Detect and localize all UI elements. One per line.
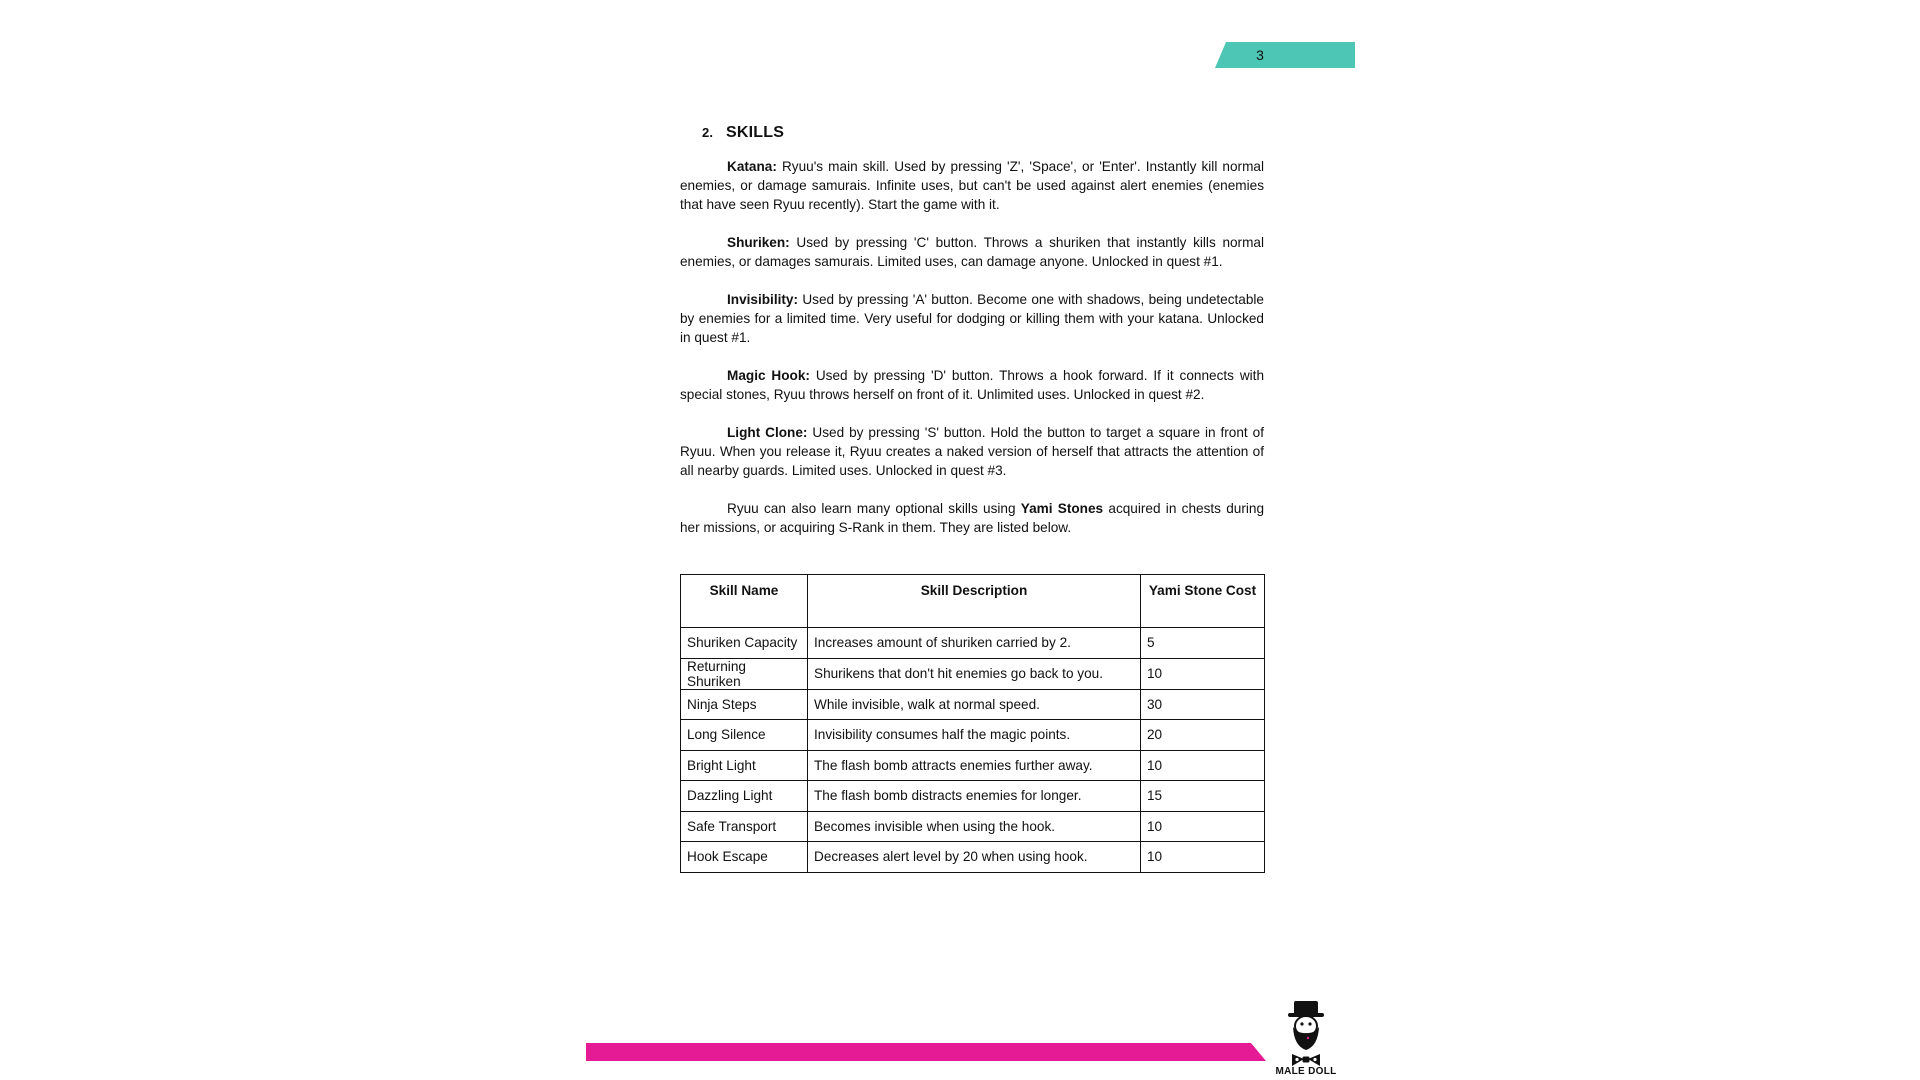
skill-cost-cell: 10 — [1141, 750, 1265, 781]
table-row — [681, 781, 1265, 812]
skill-term: Light Clone: — [727, 425, 808, 440]
header-skill-description: Skill Description — [808, 575, 1141, 628]
skill-name-cell: Dazzling Light — [681, 781, 808, 812]
skill-text: Used by pressing 'A' button. Become one with shadows, being undetectable by enemies for a limited time. Very useful for dodging or killing them with your katana. Unlocked in quest #1. — [680, 292, 1264, 345]
skill-description-cell: Shurikens that don't hit enemies go back to you. — [808, 658, 1141, 689]
logo-wordmark: MALE DOLL — [1275, 1066, 1337, 1077]
skill-term: Shuriken: — [727, 235, 790, 250]
skill-name-cell: Safe Transport — [681, 811, 808, 842]
paragraph-light-clone — [680, 423, 1264, 480]
skill-description-cell: Becomes invisible when using the hook. — [808, 811, 1141, 842]
header-yami-stone-cost: Yami Stone Cost — [1141, 575, 1265, 628]
skill-name-cell: Shuriken Capacity — [681, 628, 808, 659]
table-row — [681, 628, 1265, 659]
skill-name-cell: Returning Shuriken — [681, 658, 808, 689]
table-row — [681, 689, 1265, 720]
skill-description-cell: The flash bomb distracts enemies for longer. — [808, 781, 1141, 812]
paragraph-yami-stones — [680, 499, 1264, 537]
skill-cost-cell: 10 — [1141, 811, 1265, 842]
skill-cost-cell: 10 — [1141, 658, 1265, 689]
header-skill-name: Skill Name — [681, 575, 808, 628]
section-number: 2. — [702, 125, 714, 140]
paragraph-invisibility — [680, 290, 1264, 347]
page-number: 3 — [1256, 47, 1264, 63]
paragraph-magic-hook — [680, 366, 1264, 404]
skill-name-cell: Hook Escape — [681, 842, 808, 873]
skill-name-cell: Long Silence — [681, 720, 808, 751]
skill-cost-cell: 20 — [1141, 720, 1265, 751]
paragraph-shuriken — [680, 233, 1264, 271]
skill-description-cell: Invisibility consumes half the magic points. — [808, 720, 1141, 751]
table-row — [681, 750, 1265, 781]
section-title: SKILLS — [726, 124, 785, 141]
skill-text: Used by pressing 'C' button. Throws a shuriken that instantly kills normal enemies, or damages samurais. Limited uses, can damage anyone. Unlocked in quest #1. — [680, 235, 1264, 269]
skill-term: Invisibility: — [727, 292, 799, 307]
paragraph-katana — [680, 157, 1264, 214]
table-row — [681, 720, 1265, 751]
skill-description-cell: While invisible, walk at normal speed. — [808, 689, 1141, 720]
table-header-row — [681, 575, 1265, 628]
skills-body — [680, 157, 1264, 556]
skill-text: Ryuu's main skill. Used by pressing 'Z', 'Space', or 'Enter'. Instantly kill normal enemies, or damage samurais. Infinite uses, but can't be used against alert enemies (enemies that have seen Ryuu recently). Start the game with it. — [680, 159, 1264, 212]
skill-text: Used by pressing 'D' button. Throws a hook forward. If it connects with special stones, Ryuu throws herself on front of it. Unlimited uses. Unlocked in quest #2. — [680, 368, 1265, 402]
skill-term: Magic Hook: — [727, 368, 810, 383]
skill-cost-cell: 5 — [1141, 628, 1265, 659]
closing-text: acquired in chests during her missions, or acquiring S-Rank in them. They are listed below. — [680, 501, 1264, 535]
skill-term: Katana: — [727, 159, 777, 174]
skill-description-cell: Decreases alert level by 20 when using hook. — [808, 842, 1141, 873]
table-row — [681, 842, 1265, 873]
skill-description-cell: Increases amount of shuriken carried by 2. — [808, 628, 1141, 659]
table-row — [681, 811, 1265, 842]
skill-name-cell: Ninja Steps — [681, 689, 808, 720]
skill-name-cell: Bright Light — [681, 750, 808, 781]
optional-skills-table — [680, 574, 1265, 873]
skill-cost-cell: 15 — [1141, 781, 1265, 812]
skill-cost-cell: 10 — [1141, 842, 1265, 873]
table-row — [681, 658, 1265, 689]
skill-cost-cell: 30 — [1141, 689, 1265, 720]
skill-text: Used by pressing 'S' button. Hold the button to target a square in front of Ryuu. When you release it, Ryuu creates a naked version of herself that attracts the attention of all nearby guards. Limited uses. Unlocked in quest #3. — [680, 425, 1264, 478]
footer-accent-bar — [586, 1043, 1266, 1061]
section-heading — [702, 124, 784, 142]
yami-stones-term: Yami Stones — [1020, 501, 1104, 516]
skill-description-cell: The flash bomb attracts enemies further away. — [808, 750, 1141, 781]
closing-text: Ryuu can also learn many optional skills using — [727, 501, 1021, 516]
